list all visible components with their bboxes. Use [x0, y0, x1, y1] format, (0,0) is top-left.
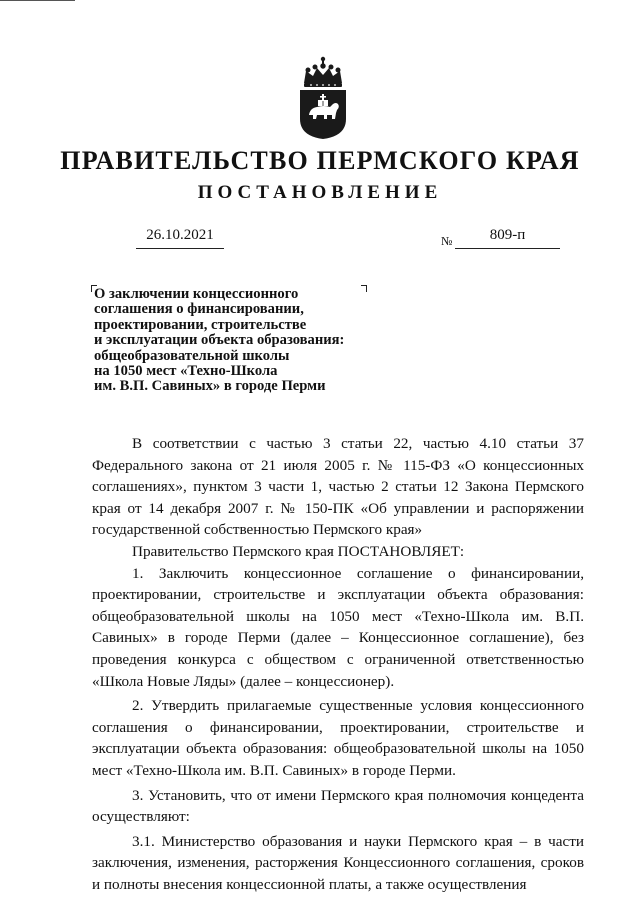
body-paragraph: 1. Заключить концессионное соглашение о финансировании, проектировании, строительстве и эксплуатации объекта образования: общеобразовательной школы на 1050 мест «Техно-Школа им. В.П. Савиных» в городе Перми (далее – Концессионное соглашение), без проведения конкурса с обществом с ограниченной ответственностью «Школа Новые Ляды» (далее – концессионер). [92, 564, 584, 690]
document-number: 809-п [455, 227, 560, 249]
subject-block [94, 287, 374, 395]
subject-line: соглашения о финансировании, [94, 301, 304, 318]
body-paragraph: 3. Установить, что от имени Пермского края полномочия концедента осуществляют: [92, 786, 584, 826]
subject-line: им. В.П. Савиных» в городе Перми [94, 378, 326, 395]
number-sign: № [441, 234, 453, 248]
document-type-title: ПОСТАНОВЛЕНИЕ [197, 182, 443, 203]
subject-line: О заключении концессионного [94, 286, 299, 302]
government-title: ПРАВИТЕЛЬСТВО ПЕРМСКОГО КРАЯ [60, 146, 580, 175]
subject-line: и эксплуатации объекта образования: [94, 332, 345, 349]
scan-edge-line [0, 0, 75, 1]
document-date: 26.10.2021 [136, 227, 224, 249]
perm-krai-coat-of-arms-icon [297, 55, 349, 140]
body-paragraph: Правительство Пермского края ПОСТАНОВЛЯЕТ: [132, 542, 465, 560]
body-paragraph: 3.1. Министерство образования и науки Пермского края – в части заключения, изменения, расторжения Концессионного соглашения, сроков и полноты внесения концессионной платы, а также осуществления [92, 832, 584, 893]
subject-line: общеобразовательной школы [94, 347, 290, 364]
document-body [92, 433, 584, 895]
subject-line: на 1050 мест «Техно-Школа [94, 363, 278, 380]
body-paragraph: В соответствии с частью 3 статьи 22, частью 4.10 статьи 37 Федерального закона от 21 июля 2005 г. № 115-ФЗ «О концессионных соглашениях», пунктом 3 части 1, частью 2 статьи 12 Закона Пермского края от 14 декабря 2007 г. № 150-ПК «Об управлении и распоряжении государственной собственностью Пермского края» [92, 435, 584, 539]
subject-line: проектировании, строительстве [94, 316, 307, 333]
body-paragraph: 2. Утвердить прилагаемые существенные условия концессионного соглашения о финансировании, проектировании, строительстве и эксплуатации объекта образования: общеобразовательной школы на 1050 мест «Техно-Школа им. В.П. Савиных» в городе Перми. [92, 697, 584, 779]
